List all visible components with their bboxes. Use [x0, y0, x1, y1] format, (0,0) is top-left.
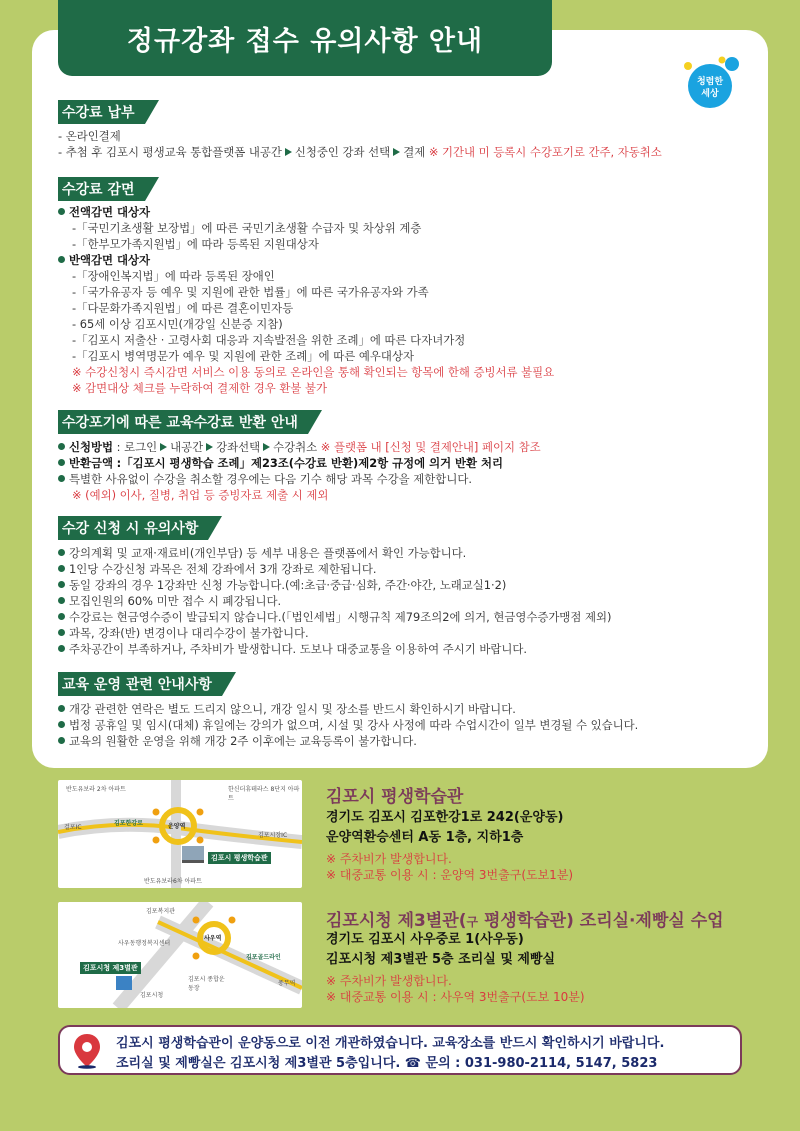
- map-label: 김포시청: [140, 992, 164, 999]
- apply-item: 과목, 강좌(반) 변경이나 대리수강이 불가합니다.: [58, 626, 309, 641]
- arrow-right-icon: [160, 443, 167, 451]
- operation-item: 교육의 원활한 운영을 위해 개강 2주 이후에는 교육등록이 불가합니다.: [58, 734, 417, 749]
- location-address: 경기도 김포시 사우중로 1(사우동): [326, 932, 524, 947]
- location-note: ※ 주차비가 발생합니다.: [326, 852, 452, 866]
- map-label: 반도유보라 2차 아파트: [66, 786, 126, 793]
- bullet-icon: [58, 613, 65, 620]
- bullet-icon: [58, 705, 65, 712]
- map-label: 김포골드라인: [246, 954, 281, 961]
- apply-item: 강의계획 및 교재·재료비(개인부담) 등 세부 내용은 플랫폼에서 확인 가능합니다.: [58, 546, 466, 561]
- map-label: 한신더휴테라스 8단지 아파트: [228, 786, 300, 802]
- payment-online: - 온라인결제: [58, 129, 121, 143]
- location-pin-icon: [72, 1033, 102, 1069]
- svg-text:세상: 세상: [701, 89, 719, 99]
- bullet-icon: [58, 581, 65, 588]
- refund-step-myspace: 내공간: [170, 440, 204, 454]
- map-building-tag: 김포시청 제3별관: [80, 962, 141, 974]
- discount-note: ※ 감면대상 체크를 누락하여 결제한 경우 환불 불가: [72, 381, 327, 395]
- location-address-detail: 김포시청 제3별관 5층 조리실 및 제빵실: [326, 952, 556, 967]
- notice-card: [32, 30, 768, 768]
- bullet-icon: [58, 549, 65, 556]
- refund-step-login: : 로그인: [116, 440, 158, 454]
- apply-item: 모집인원의 60% 미만 접수 시 폐강됩니다.: [58, 594, 281, 609]
- map-label: 김포복지관: [146, 908, 175, 915]
- location-title: 김포시청 제3별관(구 평생학습관) 조리실·제빵실 수업: [326, 911, 724, 931]
- operation-item: 개강 관련한 연락은 별도 드리지 않으니, 개강 일시 및 장소를 반드시 확인하시기 바랍니다.: [58, 702, 516, 717]
- bullet-icon: [58, 256, 65, 263]
- map-building-tag: 김포시 평생학습관: [208, 852, 271, 864]
- arrow-right-icon: [263, 443, 270, 451]
- map-label: 김포한강로: [114, 820, 143, 827]
- discount-half-label: 반액감면 대상자: [58, 253, 150, 268]
- discount-half-item: -「국가유공자 등 예우 및 지원에 관한 법률」에 따른 국가유공자와 가족: [72, 285, 429, 299]
- refund-special-note: ※ (예외) 이사, 질병, 취업 등 증빙자료 제출 시 제외: [72, 488, 329, 502]
- discount-half-item: -「다문화가족지원법」에 따른 결혼이민자등: [72, 301, 294, 315]
- bullet-icon: [58, 459, 65, 466]
- map-station: 사우역: [204, 935, 222, 942]
- map-station: 운양역: [168, 823, 186, 830]
- payment-step-pay: 결제: [403, 145, 426, 159]
- refund-amount-label: 반환금액: [69, 456, 114, 470]
- refund-amount: [58, 456, 503, 471]
- discount-full-item: -「한부모가족지원법」에 따라 등록된 지원대상자: [72, 237, 319, 251]
- bullet-icon: [58, 475, 65, 482]
- arrow-right-icon: [285, 148, 292, 156]
- apply-item: 수강료는 현금영수증이 발급되지 않습니다.(「법인세법」시행규칙 제79조의2에 의거, 현금영수증가맹점 제외): [58, 610, 611, 625]
- refund-method-note: ※ 플랫폼 내 [신청 및 결제안내] 페이지 참조: [320, 440, 541, 454]
- location-note: ※ 대중교통 이용 시 : 사우역 3번출구(도보 10분): [326, 990, 585, 1004]
- refund-method: [58, 440, 541, 455]
- bullet-icon: [58, 721, 65, 728]
- payment-process: [58, 145, 662, 160]
- section-heading-apply: 수강 신청 시 유의사항: [58, 516, 208, 540]
- section-heading-discount: 수강료 감면: [58, 177, 145, 201]
- location-note: ※ 주차비가 발생합니다.: [326, 974, 452, 988]
- location-address: 경기도 김포시 김포한강1로 242(운양동): [326, 810, 564, 825]
- bullet-icon: [58, 629, 65, 636]
- refund-special: 특별한 사유없이 수강을 취소할 경우에는 다음 기수 해당 과목 수강을 제한합니다.: [58, 472, 472, 487]
- bullet-icon: [58, 565, 65, 572]
- apply-item: 동일 강좌의 경우 1강좌만 신청 가능합니다.(예:초급·중급·심화, 주간·야간, 노래교실1·2): [58, 578, 506, 593]
- bullet-icon: [58, 443, 65, 450]
- location-address-detail: 운양역환승센터 A동 1층, 지하1층: [326, 830, 524, 845]
- refund-amount-text: :「김포시 평생학습 조례」제23조(수강료 반환)제2항 규정에 의거 반환 처리: [116, 456, 504, 470]
- footer-contact: 조리실 및 제빵실은 김포시청 제3별관 5층입니다. ☎ 문의 : 031-980-2114, 5147, 5823: [116, 1056, 658, 1071]
- payment-warning: ※ 기간내 미 등록시 수강포기로 간주, 자동취소: [428, 145, 662, 159]
- discount-half-item: -「김포시 병역명문가 예우 및 지원에 관한 조례」에 따른 예우대상자: [72, 349, 414, 363]
- discount-half-item: -「김포시 저출산 · 고령사회 대응과 지속발전을 위한 조례」에 따른 다자녀가정: [72, 333, 466, 347]
- bullet-icon: [58, 737, 65, 744]
- location-title: 김포시 평생학습관: [326, 787, 464, 807]
- discount-half-item: - 65세 이상 김포시민(개강일 신분증 지참): [72, 317, 283, 331]
- section-heading-payment: 수강료 납부: [58, 100, 145, 124]
- map-label: 김포시장IC: [258, 832, 288, 839]
- refund-step-select: 강좌선택: [216, 440, 261, 454]
- map-city-hall-annex: [58, 902, 302, 1008]
- bullet-icon: [58, 597, 65, 604]
- payment-step-select: 신청중인 강좌 선택: [294, 145, 391, 159]
- arrow-right-icon: [393, 148, 400, 156]
- map-label: 김포시 종합운동장: [188, 976, 225, 992]
- apply-item: 주차공간이 부족하거나, 주차비가 발생합니다. 도보나 대중교통을 이용하여 주시기 바랍니다.: [58, 642, 527, 657]
- map-label: 걸포IC: [64, 824, 82, 831]
- integrity-logo: [680, 52, 744, 116]
- refund-step-cancel: 수강취소: [273, 440, 318, 454]
- discount-half-item: -「장애인복지법」에 따라 등록된 장애인: [72, 269, 275, 283]
- refund-method-label: 신청방법: [69, 440, 114, 454]
- discount-note: ※ 수강신청시 즉시감면 서비스 이용 동의로 온라인을 통해 확인되는 항목에 한해 증빙서류 불필요: [72, 365, 555, 379]
- map-label: 사우동행정복지센터: [118, 940, 171, 947]
- arrow-right-icon: [206, 443, 213, 451]
- footer-notice: [58, 1025, 742, 1075]
- apply-item: 1인당 수강신청 과목은 전체 강좌에서 3개 강좌로 제한됩니다.: [58, 562, 377, 577]
- payment-step-platform: - 추첨 후 김포시 평생교육 통합플랫폼 내공간: [58, 145, 282, 159]
- section-heading-operation: 교육 운영 관련 안내사항: [58, 672, 222, 696]
- operation-item: 법정 공휴일 및 임시(대체) 휴일에는 강의가 없으며, 시설 및 강사 사정에 따라 수업시간이 일부 변경될 수 있습니다.: [58, 718, 638, 733]
- map-lifelong-learning-center: [58, 780, 302, 888]
- section-heading-refund: 수강포기에 따른 교육수강료 반환 안내: [58, 410, 308, 434]
- map-label: 반도유보라6차 아파트: [144, 878, 202, 885]
- bullet-icon: [58, 645, 65, 652]
- discount-full-label: 전액감면 대상자: [58, 205, 150, 220]
- map-label: 풍무역: [278, 980, 296, 987]
- discount-full-item: -「국민기초생활 보장법」에 따른 국민기초생활 수급자 및 차상위 계층: [72, 221, 422, 235]
- footer-line: 김포시 평생학습관이 운양동으로 이전 개관하였습니다. 교육장소를 반드시 확인하시기 바랍니다.: [116, 1036, 665, 1051]
- page-title: 정규강좌 접수 유의사항 안내: [58, 0, 552, 76]
- svg-text:청렴한: 청렴한: [696, 77, 724, 87]
- location-note: ※ 대중교통 이용 시 : 운양역 3번출구(도보1분): [326, 868, 574, 882]
- bullet-icon: [58, 208, 65, 215]
